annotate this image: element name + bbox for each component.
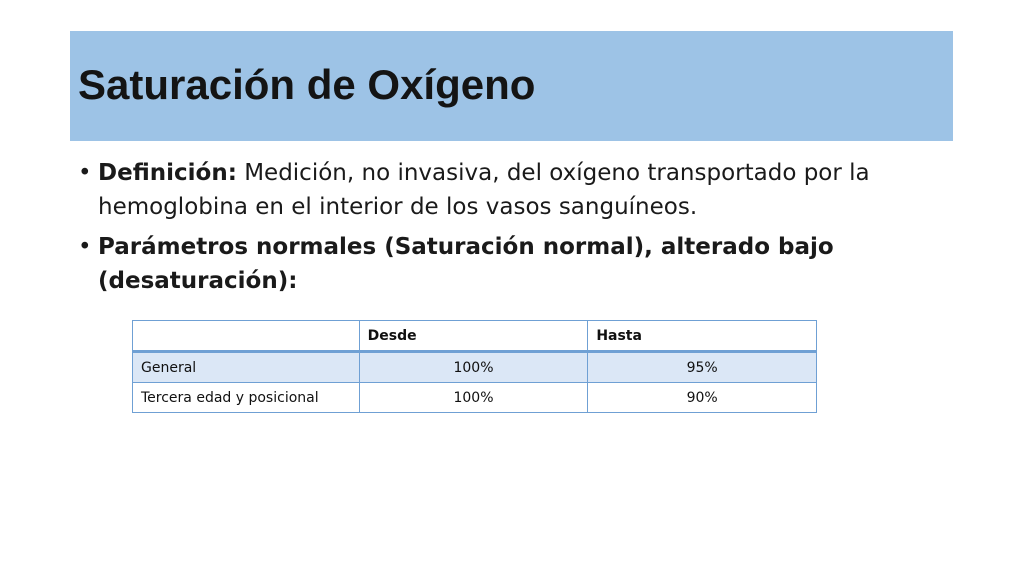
definition-label: Definición: (98, 160, 237, 186)
bullet-definition (74, 156, 944, 224)
title-bar (70, 31, 953, 141)
row-desde: 100% (359, 383, 588, 413)
header-hasta: Hasta (588, 321, 817, 352)
table-header-row (133, 321, 817, 352)
row-label: Tercera edad y posicional (133, 383, 360, 413)
bullet-parameters (74, 230, 944, 298)
header-empty (133, 321, 360, 352)
row-label: General (133, 352, 360, 383)
row-desde: 100% (359, 352, 588, 383)
definition-text: Medición, no invasiva, del oxígeno transportado por la hemoglobina en el interior de los vasos sanguíneos. (98, 160, 870, 220)
header-desde: Desde (359, 321, 588, 352)
slide-title: Saturación de Oxígeno (78, 61, 536, 108)
parameters-label: Parámetros normales (Saturación normal), alterado bajo (desaturación): (98, 234, 834, 294)
table-row (133, 352, 817, 383)
bullet-marker: • (78, 234, 92, 260)
table-row (133, 383, 817, 413)
saturation-table (132, 320, 817, 413)
bullet-marker: • (78, 160, 92, 186)
row-hasta: 90% (588, 383, 817, 413)
bullet-list (74, 156, 944, 304)
row-hasta: 95% (588, 352, 817, 383)
